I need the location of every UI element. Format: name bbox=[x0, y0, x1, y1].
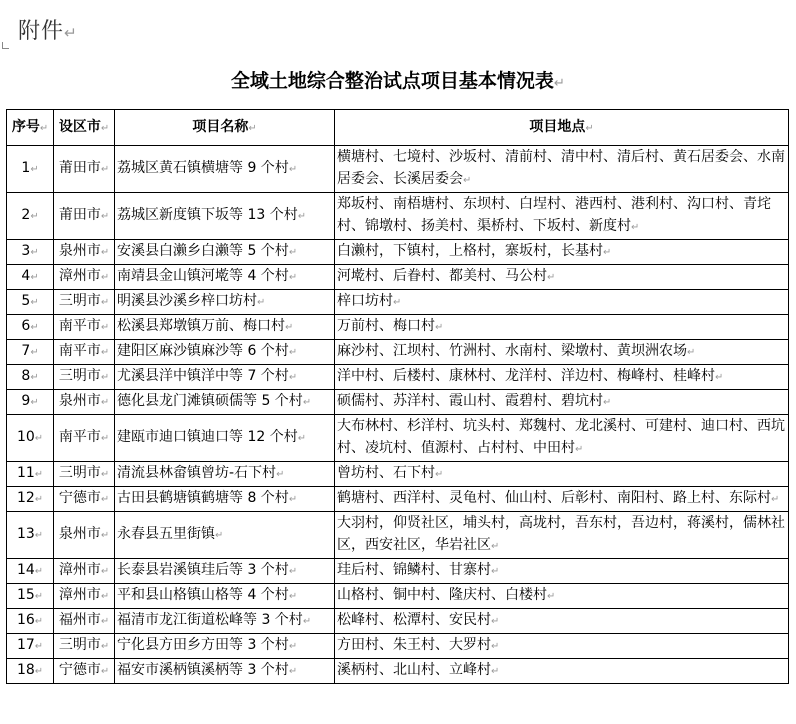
row-project-name: 建瓯市迪口镇迪口等 12 个村↵ bbox=[115, 415, 335, 462]
row-city: 漳州市↵ bbox=[54, 584, 115, 609]
table-row bbox=[7, 609, 789, 634]
table-row bbox=[7, 462, 789, 487]
row-project-location: 珪后村、锦鳞村、甘寨村↵ bbox=[335, 559, 789, 584]
row-number: 7↵ bbox=[7, 340, 54, 365]
row-city: 福州市↵ bbox=[54, 609, 115, 634]
table-row bbox=[7, 584, 789, 609]
header-project-location: 项目地点↵ bbox=[335, 110, 789, 146]
row-city: 莆田市↵ bbox=[54, 146, 115, 193]
row-city: 南平市↵ bbox=[54, 315, 115, 340]
row-city: 南平市↵ bbox=[54, 340, 115, 365]
row-number: 8↵ bbox=[7, 365, 54, 390]
row-project-location: 郑坂村、南梧塘村、东坝村、白埕村、港西村、港利村、沟口村、青垞村、锦墩村、扬美村、渠桥村、下坂村、新度村↵ bbox=[335, 193, 789, 240]
row-project-name: 明溪县沙溪乡梓口坊村↵ bbox=[115, 290, 335, 315]
row-city: 漳州市↵ bbox=[54, 559, 115, 584]
row-city: 泉州市↵ bbox=[54, 512, 115, 559]
table-row bbox=[7, 659, 789, 684]
row-project-name: 平和县山格镇山格等 4 个村↵ bbox=[115, 584, 335, 609]
row-project-name: 尤溪县洋中镇洋中等 7 个村↵ bbox=[115, 365, 335, 390]
table-body bbox=[7, 146, 789, 684]
row-number: 16↵ bbox=[7, 609, 54, 634]
row-project-name: 南靖县金山镇河墘等 4 个村↵ bbox=[115, 265, 335, 290]
row-project-location: 大羽村，仰贤社区，埔头村，高垅村，吾东村，吾边村，蒋溪村，儒林社区，西安社区，华岩社区↵ bbox=[335, 512, 789, 559]
row-project-location: 河墘村、后眷村、都美村、马公村↵ bbox=[335, 265, 789, 290]
row-city: 宁德市↵ bbox=[54, 659, 115, 684]
row-city: 三明市↵ bbox=[54, 290, 115, 315]
project-table bbox=[6, 109, 789, 684]
row-city: 宁德市↵ bbox=[54, 487, 115, 512]
row-project-name: 永春县五里街镇↵ bbox=[115, 512, 335, 559]
table-row bbox=[7, 193, 789, 240]
table-row bbox=[7, 487, 789, 512]
row-project-name: 荔城区黄石镇横塘等 9 个村↵ bbox=[115, 146, 335, 193]
row-project-location: 梓口坊村↵ bbox=[335, 290, 789, 315]
row-project-location: 万前村、梅口村↵ bbox=[335, 315, 789, 340]
row-project-location: 大布林村、杉洋村、坑头村、郑魏村、龙北溪村、可建村、迪口村、西坑村、凌坑村、值源村、占村村、中田村↵ bbox=[335, 415, 789, 462]
row-project-location: 鹤塘村、西洋村、灵龟村、仙山村、后彰村、南阳村、路上村、东际村↵ bbox=[335, 487, 789, 512]
table-row bbox=[7, 559, 789, 584]
table-row bbox=[7, 415, 789, 462]
row-project-name: 长泰县岩溪镇珪后等 3 个村↵ bbox=[115, 559, 335, 584]
row-number: 12↵ bbox=[7, 487, 54, 512]
header-no: 序号↵ bbox=[7, 110, 54, 146]
document-title: 全域土地综合整治试点项目基本情况表↵ bbox=[230, 70, 566, 92]
row-number: 17↵ bbox=[7, 634, 54, 659]
row-city: 三明市↵ bbox=[54, 365, 115, 390]
table-row bbox=[7, 365, 789, 390]
row-number: 5↵ bbox=[7, 290, 54, 315]
row-number: 1↵ bbox=[7, 146, 54, 193]
table-row bbox=[7, 240, 789, 265]
row-number: 15↵ bbox=[7, 584, 54, 609]
row-project-name: 松溪县郑墩镇万前、梅口村↵ bbox=[115, 315, 335, 340]
row-project-location: 麻沙村、江坝村、竹洲村、水南村、梁墩村、黄坝洲农场↵ bbox=[335, 340, 789, 365]
attachment-label: 附件↵ bbox=[18, 19, 78, 44]
row-project-name: 福清市龙江街道松峰等 3 个村↵ bbox=[115, 609, 335, 634]
row-city: 莆田市↵ bbox=[54, 193, 115, 240]
row-project-location: 横塘村、七境村、沙坂村、清前村、清中村、清后村、黄石居委会、水南居委会、长溪居委会↵ bbox=[335, 146, 789, 193]
row-project-location: 松峰村、松潭村、安民村↵ bbox=[335, 609, 789, 634]
row-project-location: 洋中村、后楼村、康林村、龙洋村、洋边村、梅峰村、桂峰村↵ bbox=[335, 365, 789, 390]
row-project-name: 安溪县白濑乡白濑等 5 个村↵ bbox=[115, 240, 335, 265]
row-project-name: 德化县龙门滩镇硕儒等 5 个村↵ bbox=[115, 390, 335, 415]
table-row bbox=[7, 290, 789, 315]
row-city: 泉州市↵ bbox=[54, 390, 115, 415]
row-city: 泉州市↵ bbox=[54, 240, 115, 265]
row-project-name: 清流县林畲镇曾坊-石下村↵ bbox=[115, 462, 335, 487]
row-city: 三明市↵ bbox=[54, 634, 115, 659]
row-number: 13↵ bbox=[7, 512, 54, 559]
row-project-location: 溪柄村、北山村、立峰村↵ bbox=[335, 659, 789, 684]
row-project-location: 山格村、铜中村、隆庆村、白楼村↵ bbox=[335, 584, 789, 609]
table-header-row bbox=[7, 110, 789, 146]
table-row bbox=[7, 512, 789, 559]
header-project-name: 项目名称↵ bbox=[115, 110, 335, 146]
row-project-name: 建阳区麻沙镇麻沙等 6 个村↵ bbox=[115, 340, 335, 365]
row-number: 2↵ bbox=[7, 193, 54, 240]
row-number: 11↵ bbox=[7, 462, 54, 487]
table-row bbox=[7, 265, 789, 290]
row-number: 9↵ bbox=[7, 390, 54, 415]
table-row bbox=[7, 634, 789, 659]
table-row bbox=[7, 146, 789, 193]
row-project-name: 福安市溪柄镇溪柄等 3 个村↵ bbox=[115, 659, 335, 684]
table-row bbox=[7, 340, 789, 365]
table-row bbox=[7, 390, 789, 415]
row-city: 南平市↵ bbox=[54, 415, 115, 462]
row-city: 漳州市↵ bbox=[54, 265, 115, 290]
paragraph-corner-mark bbox=[2, 42, 9, 49]
row-project-location: 方田村、朱王村、大罗村↵ bbox=[335, 634, 789, 659]
row-number: 4↵ bbox=[7, 265, 54, 290]
row-project-name: 古田县鹤塘镇鹤塘等 8 个村↵ bbox=[115, 487, 335, 512]
row-project-location: 硕儒村、苏洋村、霞山村、霞碧村、碧坑村↵ bbox=[335, 390, 789, 415]
row-number: 14↵ bbox=[7, 559, 54, 584]
row-number: 6↵ bbox=[7, 315, 54, 340]
table-row bbox=[7, 315, 789, 340]
row-city: 三明市↵ bbox=[54, 462, 115, 487]
row-number: 18↵ bbox=[7, 659, 54, 684]
row-project-location: 白濑村，下镇村，上格村，寨坂村，长基村↵ bbox=[335, 240, 789, 265]
row-project-name: 荔城区新度镇下坂等 13 个村↵ bbox=[115, 193, 335, 240]
row-number: 3↵ bbox=[7, 240, 54, 265]
row-project-location: 曾坊村、石下村↵ bbox=[335, 462, 789, 487]
row-project-name: 宁化县方田乡方田等 3 个村↵ bbox=[115, 634, 335, 659]
header-city: 设区市↵ bbox=[54, 110, 115, 146]
row-number: 10↵ bbox=[7, 415, 54, 462]
